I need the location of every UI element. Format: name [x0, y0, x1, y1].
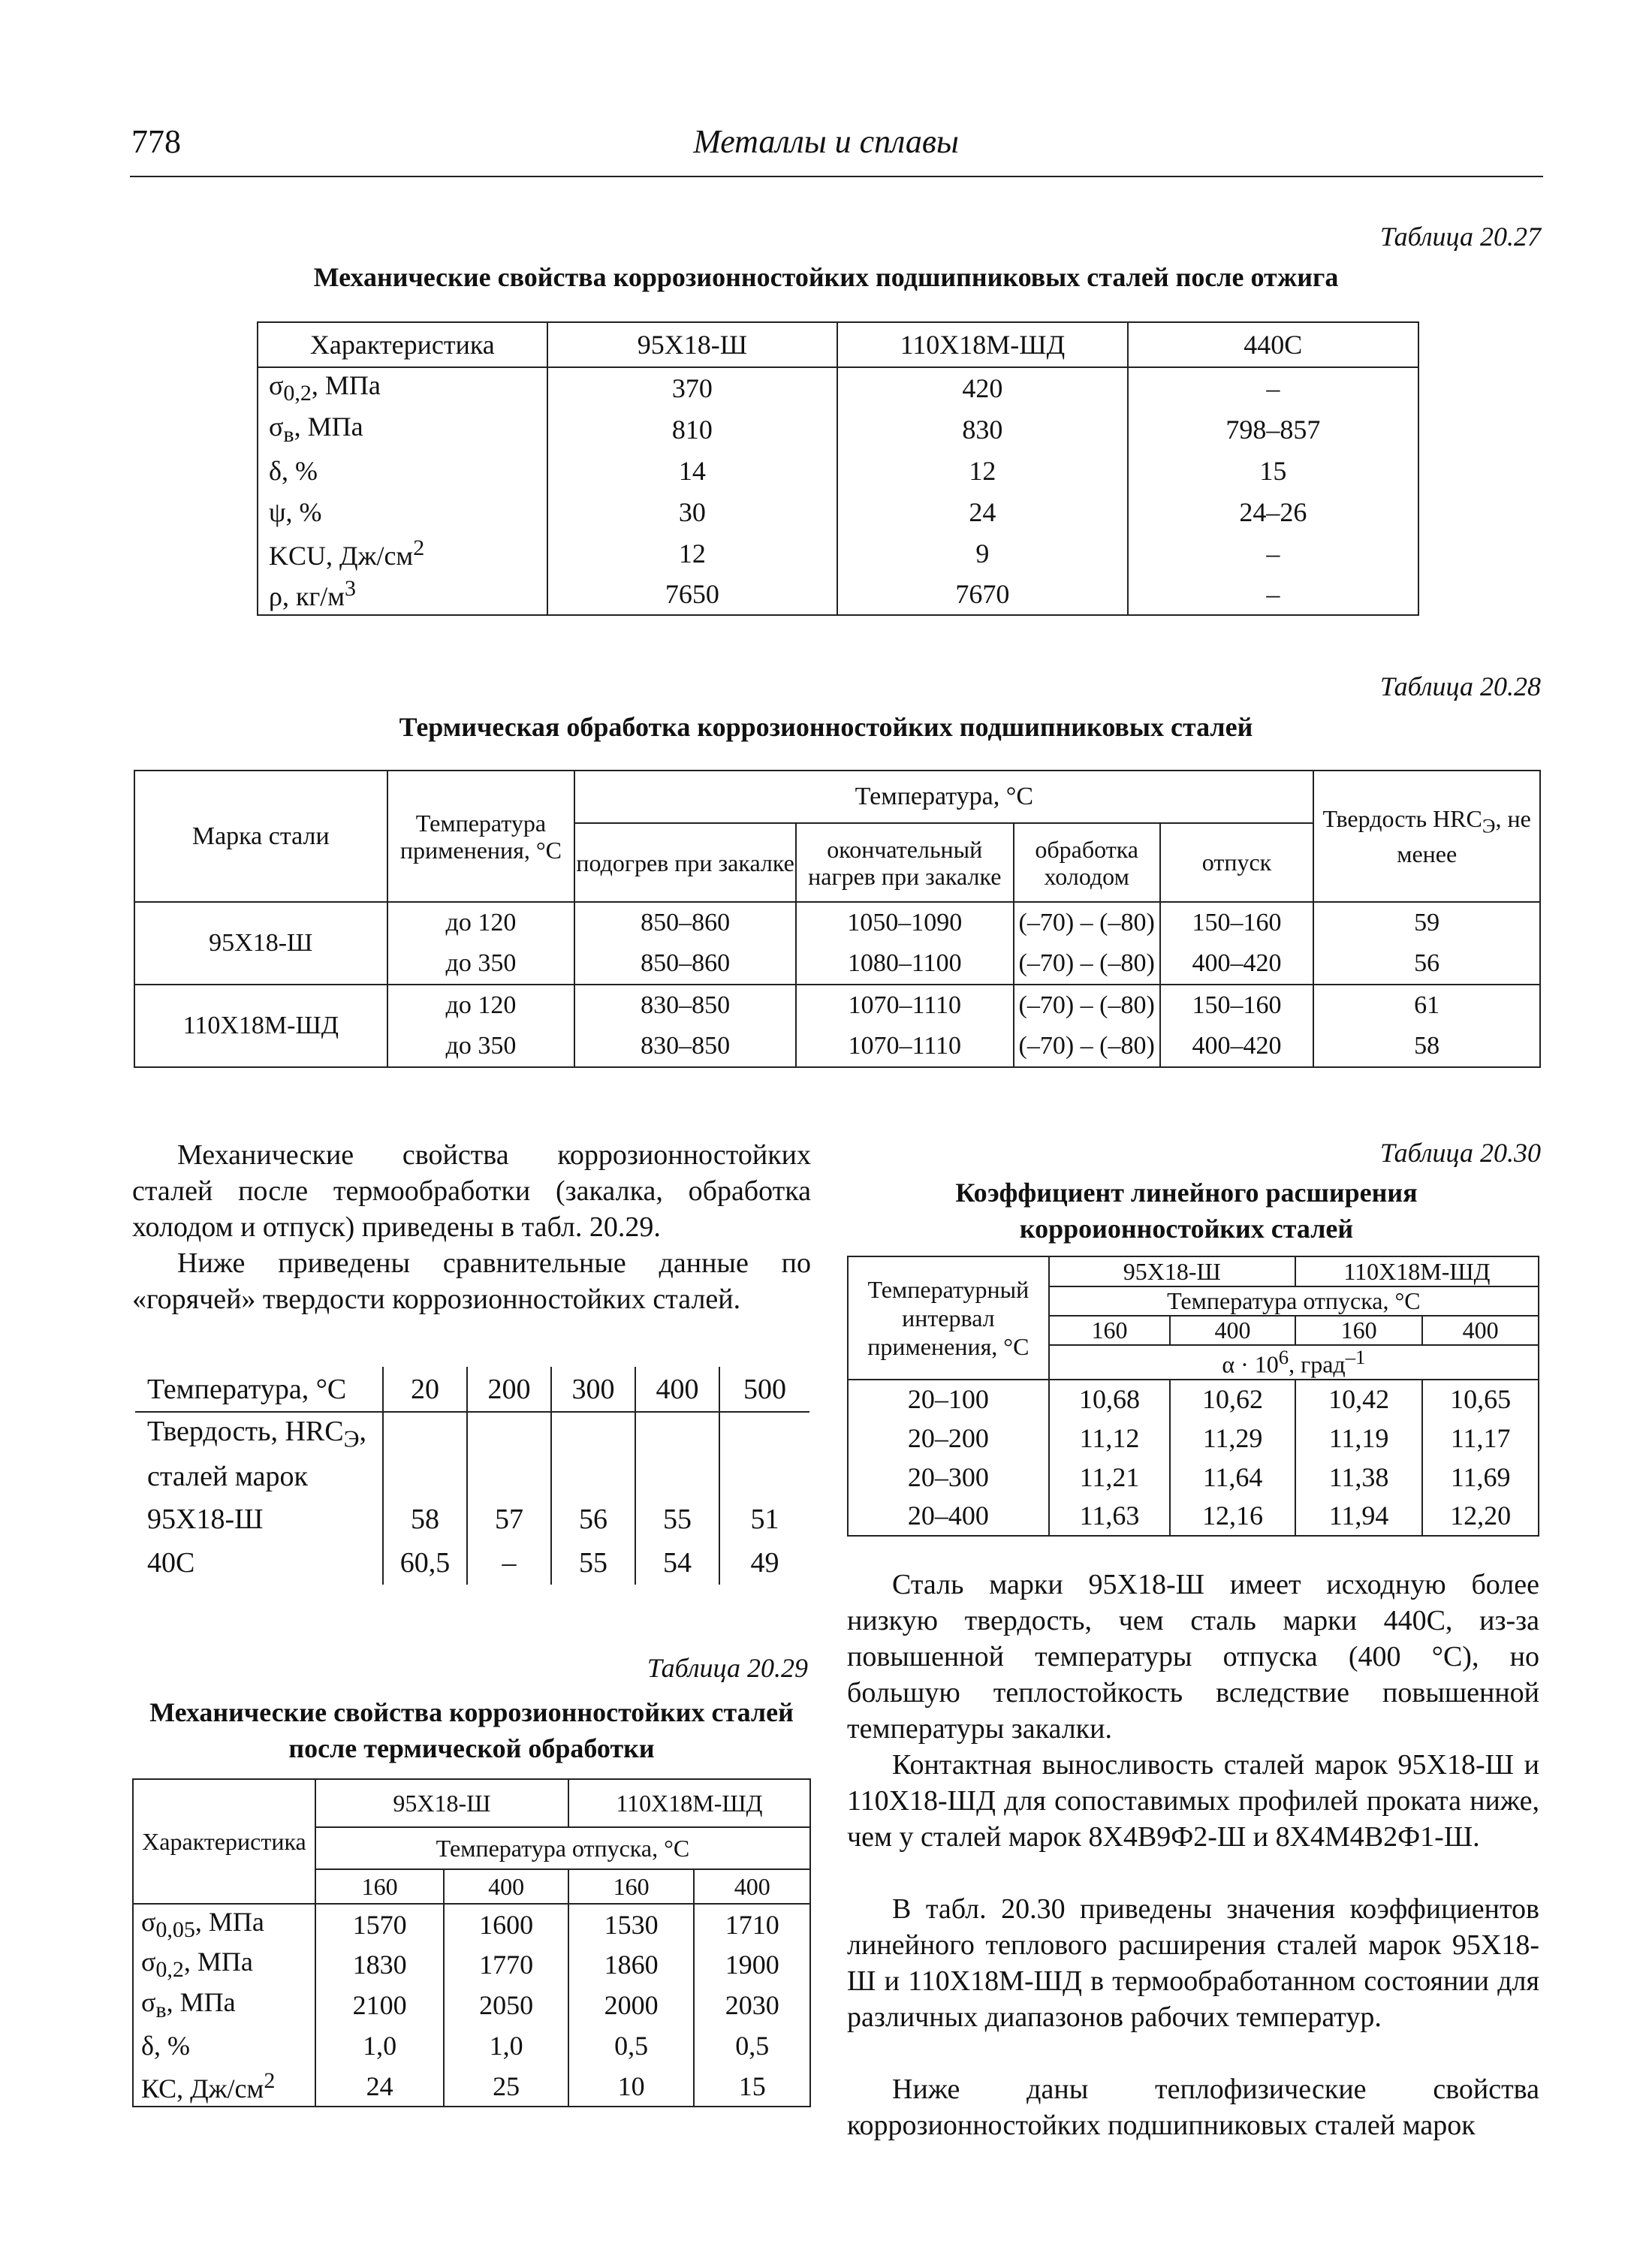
row-characteristic	[133, 2025, 315, 2066]
preheat-temp: 830–850	[574, 985, 796, 1026]
temp-range: 20–200	[848, 1419, 1049, 1458]
char-subscript: 0,2	[283, 381, 312, 406]
char-subscript: 0,05	[155, 1917, 195, 1943]
temp-range: 20–100	[848, 1380, 1049, 1419]
right-paragraph-1	[847, 1567, 1539, 1747]
header-alpha-text: α · 10	[1222, 1350, 1279, 1378]
table-cell: 30	[547, 491, 837, 532]
table-cell: 0,5	[568, 2025, 695, 2066]
running-title: Металлы и сплавы	[693, 123, 959, 160]
table-cell: 15	[1128, 450, 1418, 491]
table-cell: 11,21	[1049, 1458, 1171, 1497]
char-subscript: в	[155, 1998, 167, 2023]
row-characteristic	[258, 491, 547, 532]
char-unit: , МПа	[311, 370, 381, 401]
steel-grade: 110Х18М-ШД	[134, 985, 387, 1067]
header-temperature: Температура, °С	[574, 771, 1313, 823]
table-cell: 810	[547, 409, 837, 450]
cold-treatment-temp: (–70) – (–80)	[1014, 943, 1160, 985]
header-hardness	[1313, 771, 1540, 902]
temper-value: 400	[444, 1869, 568, 1904]
tempering-temp: 400–420	[1160, 1026, 1314, 1067]
hot-hardness-value: 55	[635, 1497, 719, 1541]
table-row	[848, 1419, 1539, 1458]
char-name: σ	[269, 411, 284, 442]
header-tempering: Температура отпуска, °С	[1049, 1286, 1539, 1316]
right-paragraph-2	[847, 1747, 1539, 1855]
table-cell: 11,63	[1049, 1497, 1171, 1536]
header-preheat: подогрев при закалке	[574, 823, 796, 902]
table-cell: –	[1128, 367, 1418, 409]
char-name: σ	[141, 1947, 156, 1977]
header-110x18: 110Х18М-ШД	[568, 1779, 810, 1827]
tempering-temp: 150–160	[1160, 985, 1314, 1026]
header-hardness-text: Твердость HRC	[1322, 804, 1482, 832]
table-cell: 15	[694, 2066, 810, 2107]
hot-hardness-label-suffix: ,	[359, 1416, 367, 1448]
temper-value: 160	[1049, 1316, 1171, 1345]
header-grade: Марка стали	[134, 771, 387, 902]
hardness-value: 59	[1313, 902, 1540, 943]
tempering-temp: 150–160	[1160, 902, 1314, 943]
table-row	[258, 409, 1418, 450]
char-subscript: в	[283, 422, 294, 448]
char-name: σ	[141, 1906, 156, 1937]
table-20-28-title: Термическая обработка коррозионностойких подшипниковых сталей	[399, 712, 1253, 742]
hot-temp-value: 300	[551, 1367, 635, 1412]
table-cell: 2100	[315, 1985, 444, 2025]
char-name: δ, %	[141, 2031, 190, 2061]
char-superscript: 2	[264, 2068, 276, 2093]
header-tempering: отпуск	[1160, 823, 1314, 902]
left-paragraph-1	[132, 1137, 811, 1245]
table-header-row	[258, 322, 1418, 367]
header-characteristic: Характеристика	[133, 1779, 315, 1904]
table-cell: 14	[547, 450, 837, 491]
preheat-temp: 850–860	[574, 943, 796, 985]
use-temperature: до 350	[387, 1026, 575, 1067]
preheat-temp: 850–860	[574, 902, 796, 943]
hot-hardness-value: 54	[635, 1541, 719, 1585]
final-heat-temp: 1050–1090	[796, 902, 1014, 943]
table-cell: 1860	[568, 1944, 695, 1985]
table-cell: 10,42	[1295, 1380, 1423, 1419]
use-temperature: до 120	[387, 902, 575, 943]
table-cell: 0,5	[694, 2025, 810, 2066]
row-characteristic	[258, 409, 547, 450]
hardness-value: 58	[1313, 1026, 1540, 1067]
table-row	[135, 1497, 809, 1541]
table-20-30	[847, 1256, 1539, 1537]
char-superscript: 2	[413, 535, 425, 560]
header-characteristic: Характеристика	[258, 322, 547, 367]
table-cell: 10,62	[1170, 1380, 1295, 1419]
table-row	[135, 1541, 809, 1585]
hot-temp-value: 500	[719, 1367, 809, 1412]
use-temperature: до 120	[387, 985, 575, 1026]
right-paragraph-1-text: Сталь марки 95Х18-Ш имеет исходную более низкую твердость, чем сталь марки 440С, из-за повышенной температуры отпуска (400 °С), но большую теплостойкость вследствие повышенной температуры закалки.	[847, 1569, 1539, 1745]
table-cell: 420	[837, 367, 1128, 409]
hot-temp-value: 20	[383, 1367, 467, 1412]
table-cell: 24	[837, 491, 1128, 532]
table-20-28-label: Таблица 20.28	[1379, 671, 1541, 701]
right-paragraph-4-text: Ниже даны теплофизические свойства коррозионностойких подшипниковых сталей марок	[847, 2074, 1539, 2141]
table-row	[258, 450, 1418, 491]
row-characteristic	[258, 367, 547, 409]
temper-value: 400	[1170, 1316, 1295, 1345]
char-name: σ	[141, 1987, 156, 2018]
table-cell: 1,0	[444, 2025, 568, 2066]
table-cell: 11,38	[1295, 1458, 1423, 1497]
table-row	[133, 1944, 810, 1985]
hot-hardness-label-row	[135, 1412, 809, 1455]
table-cell: 24	[315, 2066, 444, 2107]
table-cell: 12	[837, 450, 1128, 491]
header-95x18: 95Х18-Ш	[315, 1779, 568, 1827]
header-use-temp: Температура применения, °С	[387, 771, 575, 902]
hot-hardness-value: 57	[467, 1497, 551, 1541]
char-name: ρ, кг/м	[269, 581, 345, 611]
header-tempering: Температура отпуска, °С	[315, 1827, 810, 1869]
table-row	[133, 1985, 810, 2025]
table-cell: 1600	[444, 1904, 568, 1944]
hot-hardness-table	[135, 1367, 809, 1585]
temper-value: 160	[315, 1869, 444, 1904]
table-cell: 370	[547, 367, 837, 409]
temp-range: 20–400	[848, 1497, 1049, 1536]
char-name: ψ, %	[269, 496, 322, 527]
hot-hardness-value: 55	[551, 1541, 635, 1585]
table-row	[133, 2066, 810, 2107]
table-cell: 11,94	[1295, 1497, 1423, 1536]
hot-steels-label-row	[135, 1455, 809, 1497]
hot-steels-label: сталей марок	[147, 1461, 308, 1492]
table-cell: 11,69	[1422, 1458, 1539, 1497]
header-hardness-suffix: , не менее	[1397, 804, 1531, 868]
header-rule	[130, 176, 1543, 177]
header-95x18: 95Х18-Ш	[1049, 1256, 1295, 1286]
table-row	[134, 902, 1540, 943]
right-paragraph-2-text: Контактная выносливость сталей марок 95Х18-Ш и 110Х18-ШД для сопоставимых профилей проката ниже, чем у сталей марок 8Х4В9Ф2-Ш и 8Х4М4В2Ф1-Ш.	[847, 1749, 1539, 1853]
page-number: 778	[131, 123, 181, 160]
right-paragraph-3	[847, 1891, 1539, 2035]
header-hardness-sub: Э	[1482, 814, 1496, 837]
temper-value: 160	[1295, 1316, 1423, 1345]
hot-temp-value: 200	[467, 1367, 551, 1412]
table-row	[133, 2025, 810, 2066]
table-row	[134, 985, 1540, 1026]
char-unit: , МПа	[194, 1906, 264, 1937]
hot-temp-label: Температура, °С	[135, 1367, 383, 1412]
table-20-28	[134, 770, 1541, 1068]
table-cell: 2050	[444, 1985, 568, 2025]
hot-hardness-value: –	[467, 1541, 551, 1585]
table-cell: 1710	[694, 1904, 810, 1944]
steel-grade: 95Х18-Ш	[134, 902, 387, 985]
table-row	[848, 1497, 1539, 1536]
hardness-value: 56	[1313, 943, 1540, 985]
table-cell: 25	[444, 2066, 568, 2107]
preheat-temp: 830–850	[574, 1026, 796, 1067]
header-110x18: 110Х18М-ШД	[837, 322, 1128, 367]
table-row	[848, 1458, 1539, 1497]
hot-steel-name: 40С	[147, 1547, 195, 1579]
hot-hardness-value: 49	[719, 1541, 809, 1585]
use-temperature: до 350	[387, 943, 575, 985]
hot-steel-name: 95Х18-Ш	[147, 1504, 264, 1535]
char-unit: , МПа	[294, 411, 363, 442]
hot-hardness-value: 58	[383, 1497, 467, 1541]
hot-hardness-label-text: Твердость, HRC	[147, 1416, 344, 1448]
temper-value: 400	[1422, 1316, 1539, 1345]
char-superscript: 3	[345, 576, 357, 601]
table-cell: 12	[547, 532, 837, 574]
table-20-27-title: Механические свойства коррозионностойких подшипниковых сталей после отжига	[313, 262, 1339, 292]
table-cell: 11,12	[1049, 1419, 1171, 1458]
temper-value: 400	[694, 1869, 810, 1904]
char-name: КС, Дж/см	[141, 2073, 264, 2104]
row-characteristic	[258, 450, 547, 491]
table-cell: 1770	[444, 1944, 568, 1985]
header-alpha-unit-sup: –1	[1345, 1346, 1366, 1368]
char-name: σ	[269, 370, 284, 401]
table-cell: 1530	[568, 1904, 695, 1944]
table-row	[258, 532, 1418, 574]
temper-value: 160	[568, 1869, 695, 1904]
row-characteristic	[133, 2066, 315, 2107]
hot-header-row	[135, 1367, 809, 1412]
table-cell: –	[1128, 574, 1418, 615]
table-cell: 11,19	[1295, 1419, 1423, 1458]
table-cell: 10	[568, 2066, 695, 2107]
header-cold-treatment: обработка холодом	[1014, 823, 1160, 902]
row-characteristic	[133, 1944, 315, 1985]
table-20-29-label: Таблица 20.29	[647, 1653, 808, 1683]
table-cell: 10,65	[1422, 1380, 1539, 1419]
table-row	[848, 1380, 1539, 1419]
table-cell: 24–26	[1128, 491, 1418, 532]
row-characteristic	[133, 1904, 315, 1944]
char-unit: , МПа	[183, 1947, 253, 1977]
table-cell: 2030	[694, 1985, 810, 2025]
header-temp-range: Температурный интервал применения, °С	[848, 1256, 1049, 1380]
hardness-value: 61	[1313, 985, 1540, 1026]
char-subscript: 0,2	[155, 1957, 184, 1983]
cold-treatment-temp: (–70) – (–80)	[1014, 985, 1160, 1026]
table-cell: 10,68	[1049, 1380, 1171, 1419]
final-heat-temp: 1070–1110	[796, 1026, 1014, 1067]
row-characteristic	[133, 1985, 315, 2025]
header-alpha	[1049, 1345, 1539, 1380]
hot-hardness-value: 60,5	[383, 1541, 467, 1585]
row-characteristic	[258, 574, 547, 615]
table-cell: 830	[837, 409, 1128, 450]
hot-temp-value: 400	[635, 1367, 719, 1412]
table-cell: 12,20	[1422, 1497, 1539, 1536]
table-cell: 1900	[694, 1944, 810, 1985]
header-110x18: 110Х18М-ШД	[1295, 1256, 1539, 1286]
table-cell: 12,16	[1170, 1497, 1295, 1536]
table-cell: 11,29	[1170, 1419, 1295, 1458]
table-20-29-title: Механические свойства коррозионностойких сталей после термической обработки	[149, 1697, 794, 1763]
char-name: δ, %	[269, 455, 318, 486]
right-paragraph-4	[847, 2071, 1539, 2143]
hot-hardness-label	[135, 1412, 383, 1455]
table-row	[258, 367, 1418, 409]
temp-range: 20–300	[848, 1458, 1049, 1497]
final-heat-temp: 1080–1100	[796, 943, 1014, 985]
hot-hardness-value: 51	[719, 1497, 809, 1541]
table-cell: 11,64	[1170, 1458, 1295, 1497]
left-paragraph-1-text: Механические свойства коррозионностойких сталей после термообработки (закалка, обработка холодом и отпуск) приведены в табл. 20.29.	[132, 1139, 811, 1243]
header-alpha-sup: 6	[1278, 1346, 1289, 1368]
table-cell: 1570	[315, 1904, 444, 1944]
table-20-30-label: Таблица 20.30	[1379, 1138, 1541, 1168]
table-row	[258, 491, 1418, 532]
table-20-30-title: Коэффициент линейного расширения корроионностойких сталей	[955, 1178, 1418, 1244]
table-cell: 798–857	[1128, 409, 1418, 450]
hot-hardness-value: 56	[551, 1497, 635, 1541]
left-paragraph-2	[132, 1245, 811, 1317]
row-characteristic	[258, 532, 547, 574]
header-95x18: 95Х18-Ш	[547, 322, 837, 367]
header-final-heat: окончательный нагрев при закалке	[796, 823, 1014, 902]
table-row	[133, 1904, 810, 1944]
char-name: KCU, Дж/см	[269, 540, 414, 571]
header-440c: 440С	[1128, 322, 1418, 367]
header-alpha-unit: , град	[1289, 1350, 1346, 1378]
right-paragraph-3-text: В табл. 20.30 приведены значения коэффициентов линейного теплового расширения сталей марок 95Х18-Ш и 110Х18М-ШД в термообработанном состоянии для различных диапазонов рабочих температур.	[847, 1893, 1539, 2033]
table-cell: 1,0	[315, 2025, 444, 2066]
table-cell: 1830	[315, 1944, 444, 1985]
table-cell: 9	[837, 532, 1128, 574]
table-cell: –	[1128, 532, 1418, 574]
table-cell: 2000	[568, 1985, 695, 2025]
final-heat-temp: 1070–1110	[796, 985, 1014, 1026]
table-cell: 7670	[837, 574, 1128, 615]
table-row	[258, 574, 1418, 615]
table-cell: 7650	[547, 574, 837, 615]
cold-treatment-temp: (–70) – (–80)	[1014, 1026, 1160, 1067]
table-20-27-label: Таблица 20.27	[1379, 222, 1541, 252]
table-cell: 11,17	[1422, 1419, 1539, 1458]
left-paragraph-2-text: Ниже приведены сравнительные данные по «горячей» твердости коррозионностойких сталей.	[132, 1247, 811, 1315]
tempering-temp: 400–420	[1160, 943, 1314, 985]
table-20-29	[132, 1778, 811, 2107]
table-20-27	[257, 321, 1419, 616]
hot-hardness-label-sub: Э	[343, 1425, 360, 1452]
char-unit: , МПа	[166, 1987, 236, 2018]
cold-treatment-temp: (–70) – (–80)	[1014, 902, 1160, 943]
